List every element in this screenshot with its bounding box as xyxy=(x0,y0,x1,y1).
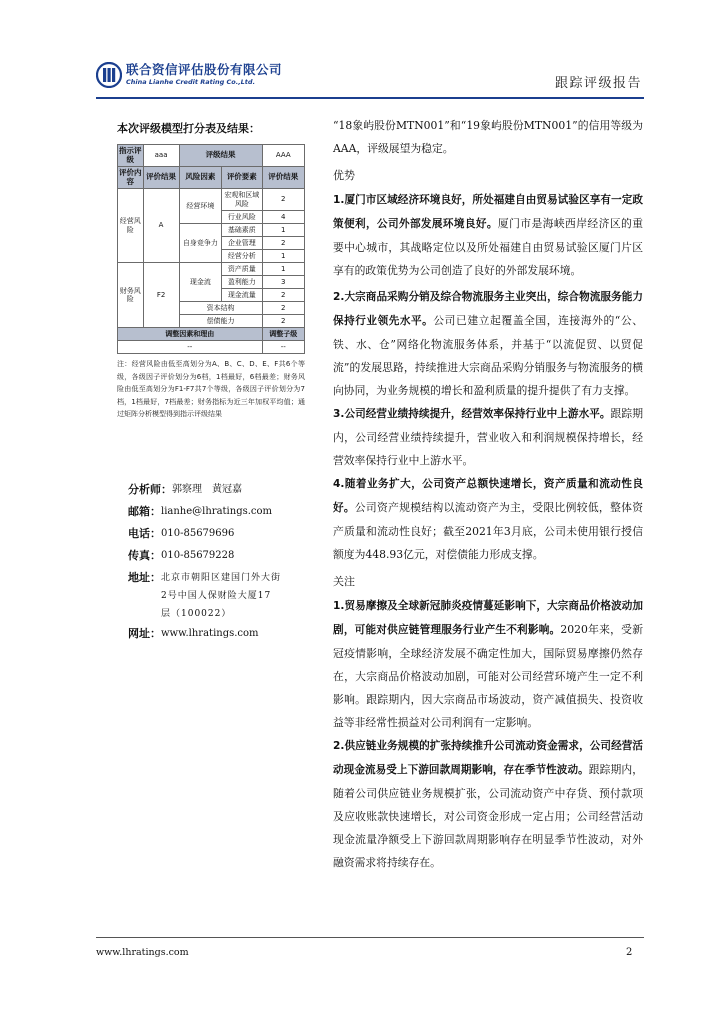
footer-url[interactable]: www.lhratings.com xyxy=(96,947,189,958)
element-score: 1 xyxy=(262,224,305,237)
element-score: 2 xyxy=(262,189,305,211)
company-name-en: China Lianhe Credit Rating Co.,Ltd. xyxy=(126,78,256,86)
element-name: 偿债能力 xyxy=(179,315,262,328)
indicator-value: aaa xyxy=(143,145,179,167)
analyst-label: 分析师： xyxy=(128,483,172,496)
element-name: 经营分析 xyxy=(222,250,262,263)
strength-item xyxy=(333,188,643,282)
lianhe-logo-icon xyxy=(96,62,122,88)
risk-factor: 现金流 xyxy=(179,263,222,302)
adjust-label: 调整因素和理由 xyxy=(118,328,263,341)
strength-title: 2.大宗商品采购分销及综合物流服务主业突出，综合物流服务能力保持行业领先水平。 xyxy=(333,291,643,327)
address-value: 北京市朝阳区建国门外大街2号中国人保财险大厦17层（100022） xyxy=(161,573,282,619)
element-name: 盈利能力 xyxy=(222,276,262,289)
element-name: 企业管理 xyxy=(222,237,262,250)
strength-text: 跟踪期内，公司经营业绩持续提升，营业收入和利润规模保持增长，经营效率保持行业中上游水平。 xyxy=(333,407,643,467)
group-content: 经营风险 xyxy=(118,189,144,263)
concern-title: 2.供应链业务规模的扩张持续推升公司流动资金需求，公司经营活动现金流易受上下游回款周期影响，存在季节性波动。 xyxy=(333,740,643,776)
strength-title: 1.厦门市区域经济环境良好，所处福建自由贸易试验区享有一定政策便利，公司外部发展环境良好。 xyxy=(333,194,643,230)
scoring-section xyxy=(117,120,305,421)
col-header: 评价结果 xyxy=(262,167,305,189)
strength-text: 公司已建立起覆盖全国，连接海外的“公、铁、水、仓”网络化物流服务体系，并基于“以流促贸、以贸促流”的发展思路，持续推进大宗商品采购分销服务与物流服务的横向协同，为业务规模的增长和盈利质量的提升提供了有力支撑。 xyxy=(333,314,643,397)
scoring-table xyxy=(117,144,305,354)
strength-title: 3.公司经营业绩持续提升，经营效率保持行业中上游水平。 xyxy=(333,408,611,420)
report-type: 跟踪评级报告 xyxy=(554,76,642,91)
risk-factor: 自身竞争力 xyxy=(179,224,222,263)
concern-item xyxy=(333,594,643,734)
contact-block xyxy=(128,479,308,645)
element-score: 3 xyxy=(262,276,305,289)
strength-title: 4.随着业务扩大，公司资产总额快速增长，资产质量和流动性良好。 xyxy=(333,478,643,514)
email-link[interactable]: lianhe@lhratings.com xyxy=(161,506,273,517)
col-header: 风险因素 xyxy=(179,167,222,189)
strength-text: 公司资产规模结构以流动资产为主，受限比例较低，整体资产质量和流动性良好；截至2021年3月底，公司未使用银行授信额度为448.93亿元，对偿债能力形成支撑。 xyxy=(333,501,644,561)
element-score: 2 xyxy=(262,289,305,302)
element-name: 资产质量 xyxy=(222,263,262,276)
adjust-sub-value: -- xyxy=(262,341,305,354)
concern-text: 2020年来，受新冠疫情影响，全球经济发展不确定性加大，国际贸易摩擦仍然存在，大宗商品价格波动加剧，可能对公司经营环境产生一定不利影响。跟踪期内，因大宗商品市场波动，资产减值损失、投资收益等非经常性损益对公司利润有一定影响。 xyxy=(333,623,644,729)
scoring-title: 本次评级模型打分表及结果： xyxy=(117,122,260,135)
scoring-note: 注：经营风险由低至高划分为A、B、C、D、E、F共6个等级，各级因子评价划分为6档，1档最好，6档最差；财务风险由低至高划分为F1-F7共7个等级，各级因子评价划分为7档，1档最好，7档最差；财务指标为近三年加权平均值；通过矩阵分析模型得到指示评级结果 xyxy=(117,360,305,418)
col-header: 评价结果 xyxy=(143,167,179,189)
strength-text: 厦门市是海峡西岸经济区的重要中心城市，其战略定位以及所处福建自由贸易试验区厦门片区享有的政策优势为公司创造了良好的外部发展环境。 xyxy=(333,217,644,277)
intro-paragraph: “18象屿股份MTN001”和“19象屿股份MTN001”的信用等级为AAA，评级展望为稳定。 xyxy=(333,119,643,155)
element-name: 资本结构 xyxy=(179,302,262,315)
group-content: 财务风险 xyxy=(118,263,144,328)
footer-divider xyxy=(96,937,644,938)
body-text xyxy=(333,114,643,874)
concern-text: 跟踪期内，随着公司供应链业务规模扩张，公司流动资产中存货、预付款项及应收账款快速增长，对公司资金形成一定占用；公司经营活动现金流量净额受上下游回款周期影响存在明显季节性波动，对外融资需求将持续存在。 xyxy=(333,763,644,869)
concern-item xyxy=(333,734,643,874)
web-link[interactable]: www.lhratings.com xyxy=(161,628,259,639)
col-header: 评价内容 xyxy=(118,167,144,189)
adjust-sub-label: 调整子级 xyxy=(262,328,305,341)
element-score: 2 xyxy=(262,315,305,328)
result-label: 评级结果 xyxy=(179,145,262,167)
indicator-label: 指示评级 xyxy=(118,145,144,167)
risk-factor: 经营环境 xyxy=(179,189,222,224)
col-header: 评价要素 xyxy=(222,167,262,189)
strengths-heading: 优势 xyxy=(333,169,355,182)
address-label: 地址： xyxy=(128,571,161,584)
company-name-cn: 联合资信评估股份有限公司 xyxy=(126,62,283,77)
fax-value: 010-85679228 xyxy=(161,550,235,561)
strength-item xyxy=(333,402,643,472)
group-result: A xyxy=(143,189,179,263)
strength-item xyxy=(333,472,643,566)
group-result: F2 xyxy=(143,263,179,328)
fax-label: 传真： xyxy=(128,549,161,562)
result-value: AAA xyxy=(262,145,305,167)
analyst-names: 郭察理 黄冠嘉 xyxy=(172,484,242,495)
element-name: 基础素质 xyxy=(222,224,262,237)
element-name: 行业风险 xyxy=(222,211,262,224)
element-score: 2 xyxy=(262,237,305,250)
element-name: 宏观和区域风险 xyxy=(222,189,262,211)
element-score: 1 xyxy=(262,250,305,263)
page-header xyxy=(96,58,644,94)
phone-label: 电话： xyxy=(128,527,161,540)
header-divider xyxy=(96,97,644,99)
element-score: 2 xyxy=(262,302,305,315)
web-label: 网址： xyxy=(128,627,161,640)
element-score: 4 xyxy=(262,211,305,224)
concern-title: 1.贸易摩擦及全球新冠肺炎疫情蔓延影响下，大宗商品价格波动加剧，可能对供应链管理服务行业产生不利影响。 xyxy=(333,600,643,636)
strength-item xyxy=(333,285,643,402)
phone-value: 010-85679696 xyxy=(161,528,235,539)
element-name: 现金流量 xyxy=(222,289,262,302)
adjust-value: -- xyxy=(118,341,263,354)
email-label: 邮箱： xyxy=(128,505,161,518)
page-number: 2 xyxy=(626,947,633,958)
concerns-heading: 关注 xyxy=(333,575,355,588)
element-score: 1 xyxy=(262,263,305,276)
